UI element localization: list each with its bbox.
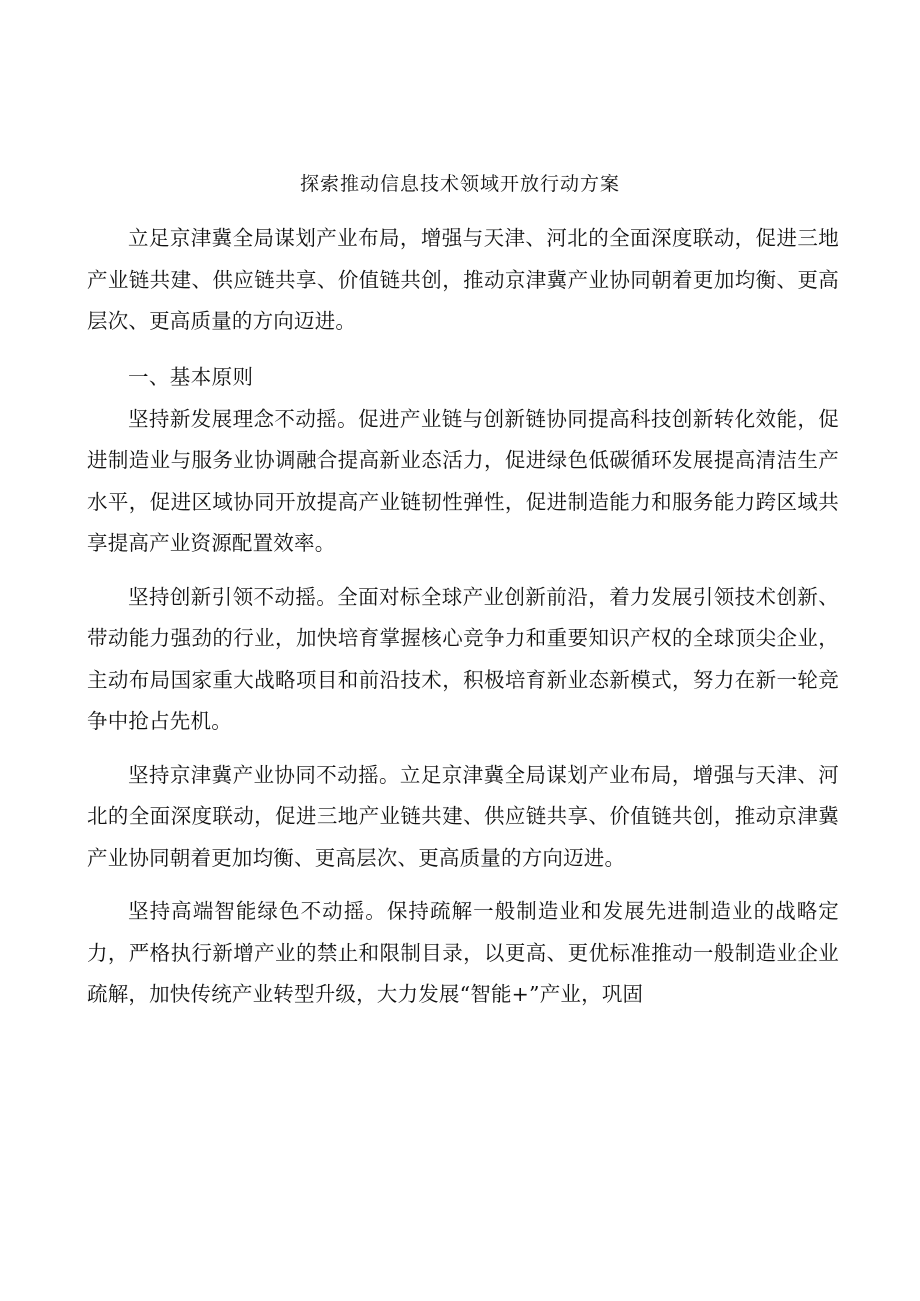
principle-paragraph-2: 坚持创新引领不动摇。全面对标全球产业创新前沿，着力发展引领技术创新、带动能力强劲的行业，加快培育掌握核心竞争力和重要知识产权的全球顶尖企业，主动布局国家重大战略项目和前沿技术，积极培育新业态新模式，努力在新一轮竞争中抢占先机。 bbox=[87, 584, 839, 733]
principle-paragraph-4: 坚持高端智能绿色不动摇。保持疏解一般制造业和发展先进制造业的战略定力，严格执行新增产业的禁止和限制目录，以更高、更优标准推动一般制造业企业疏解，加快传统产业转型升级，大力发展“智能+”产业，巩固 bbox=[87, 899, 839, 1006]
intro-paragraph: 立足京津冀全局谋划产业布局，增强与天津、河北的全面深度联动，促进三地产业链共建、供应链共享、价值链共创，推动京津冀产业协同朝着更加均衡、更高层次、更高质量的方向迈进。 bbox=[87, 226, 839, 333]
document-title: 探索推动信息技术领域开放行动方案 bbox=[299, 173, 620, 195]
section-heading: 一、基本原则 bbox=[128, 364, 254, 389]
principle-paragraph-1: 坚持新发展理念不动摇。促进产业链与创新链协同提高科技创新转化效能，促进制造业与服务业协调融合提高新业态活力，促进绿色低碳循环发展提高清洁生产水平，促进区域协同开放提高产业链韧性弹性，促进制造能力和服务能力跨区域共享提高产业资源配置效率。 bbox=[87, 406, 839, 555]
document-body bbox=[87, 218, 839, 1028]
principle-paragraph-3: 坚持京津冀产业协同不动摇。立足京津冀全局谋划产业布局，增强与天津、河北的全面深度联动，促进三地产业链共建、供应链共享、价值链共创，推动京津冀产业协同朝着更加均衡、更高层次、更高质量的方向迈进。 bbox=[87, 762, 839, 870]
